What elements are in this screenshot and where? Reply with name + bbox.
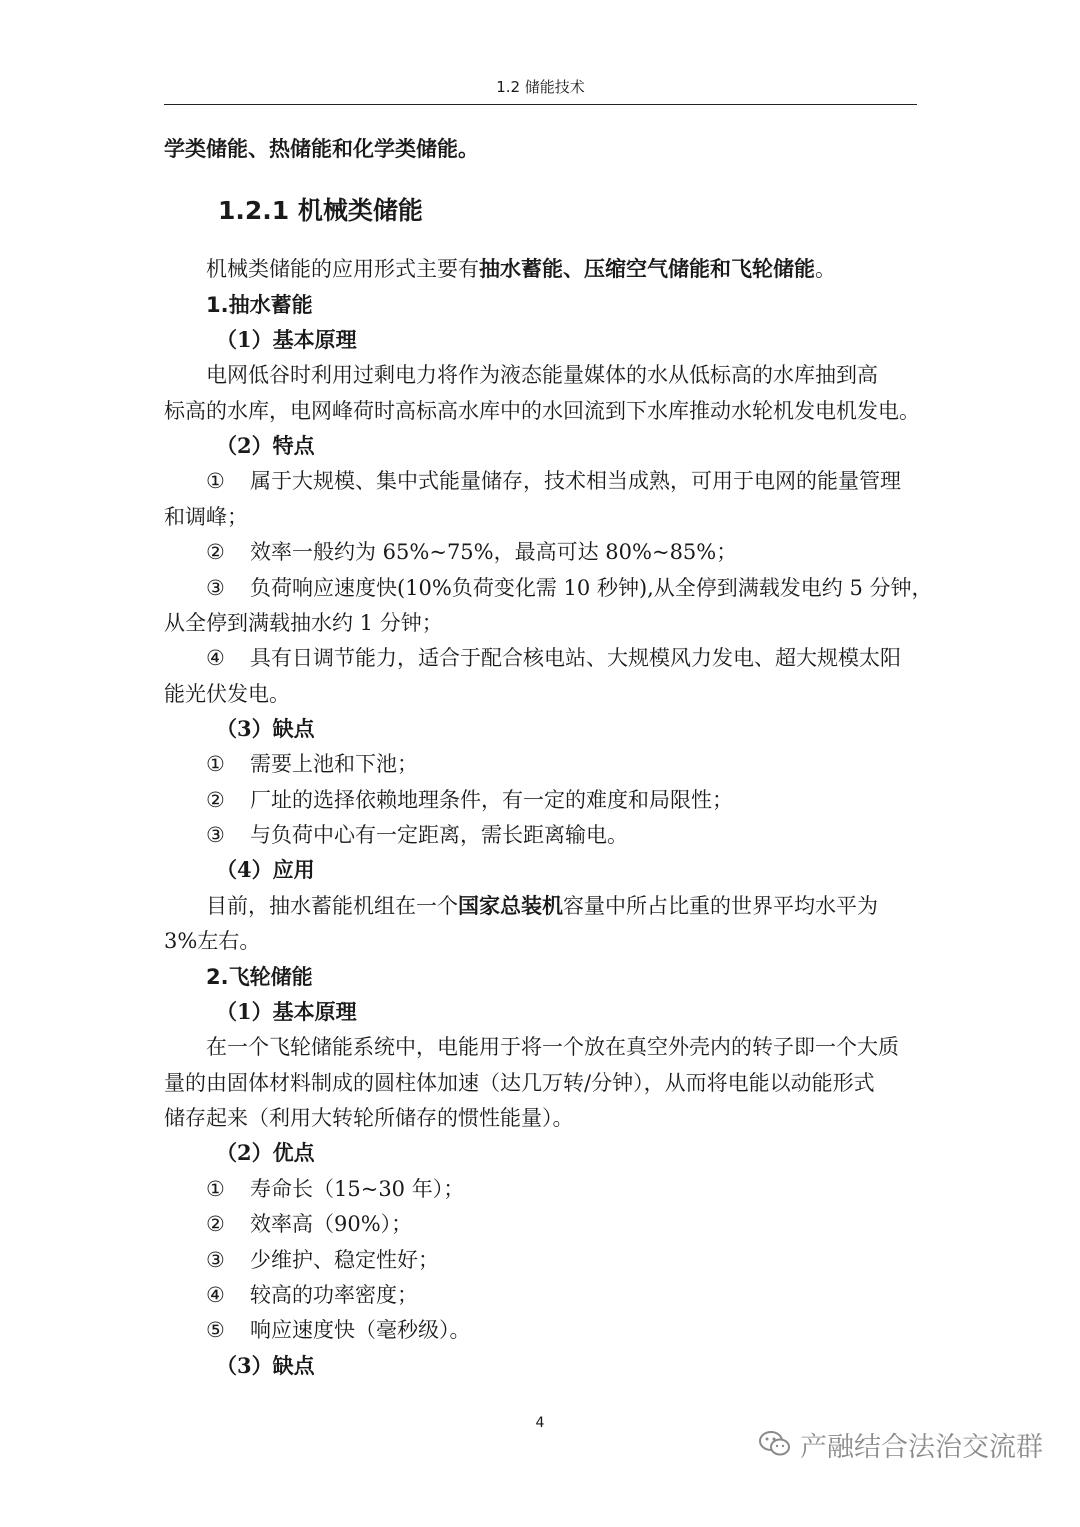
running-header: 1.2 储能技术: [496, 78, 585, 96]
subsection-title-pumped-storage: 1.抽水蓄能: [206, 293, 313, 317]
watermark-text: 产融结合法治交流群: [800, 1431, 1043, 1463]
item-heading: （3）缺点: [216, 1353, 315, 1378]
list-text: 效率高（90%）；: [250, 1212, 413, 1236]
watermark: [758, 1424, 1043, 1464]
item-heading: （1）基本原理: [216, 327, 357, 352]
list-item: [206, 785, 966, 815]
list-text: 少维护、稳定性好；: [250, 1248, 439, 1272]
bold-text-run: 国家总装机: [458, 893, 563, 918]
list-item: [206, 537, 966, 567]
paragraph-line: 学类储能、热储能和化学类储能。: [164, 136, 479, 161]
list-marker: ③: [206, 576, 225, 600]
item-heading: （1）基本原理: [216, 999, 357, 1024]
list-text: 效率一般约为 65%~75%，最高可达 80%~85%；: [250, 540, 738, 564]
list-text: 寿命长（15~30 年）；: [250, 1177, 465, 1201]
list-marker: ②: [206, 540, 225, 564]
list-item: [206, 1209, 966, 1239]
list-marker: ①: [206, 752, 225, 776]
paragraph-line: 储存起来（利用大转轮所储存的惯性能量）。: [164, 1106, 574, 1130]
paragraph-line: 从全停到满载抽水约 1 分钟；: [164, 611, 443, 635]
list-item: [206, 820, 966, 850]
item-heading: （3）缺点: [216, 716, 315, 741]
paragraph-line: [206, 891, 966, 921]
list-item: [206, 643, 966, 673]
list-marker: ③: [206, 1248, 225, 1272]
page-number: 4: [535, 1415, 545, 1431]
list-marker: ①: [206, 1177, 225, 1201]
list-marker: ①: [206, 469, 225, 493]
list-marker: ③: [206, 823, 225, 847]
header-rule: [164, 104, 917, 105]
subsection-title-flywheel: 2.飞轮储能: [206, 965, 313, 989]
list-text: 厂址的选择依赖地理条件，有一定的难度和局限性；: [250, 788, 733, 812]
paragraph-line: 和调峰；: [164, 505, 248, 529]
list-text: 响应速度快（毫秒级）。: [250, 1318, 471, 1342]
intro-paragraph: [206, 254, 966, 284]
paragraph-line: 电网低谷时利用过剩电力将作为液态能量媒体的水从低标高的水库抽到高: [206, 363, 878, 387]
list-item: [206, 1245, 966, 1275]
text-run: 容量中所占比重的世界平均水平为: [563, 894, 878, 918]
list-item: [206, 1174, 966, 1204]
list-marker: ②: [206, 788, 225, 812]
text-run: 目前，抽水蓄能机组在一个: [206, 894, 458, 918]
list-text: 具有日调节能力，适合于配合核电站、大规模风力发电、超大规模太阳: [250, 646, 901, 670]
wechat-icon: [758, 1429, 792, 1459]
list-text: 属于大规模、集中式能量储存，技术相当成熟，可用于电网的能量管理: [250, 469, 901, 493]
list-item: [206, 466, 966, 496]
list-item: [206, 573, 966, 603]
paragraph-line: 量的由固体材料制成的圆柱体加速（达几万转/分钟），从而将电能以动能形式: [164, 1071, 875, 1095]
list-item: [206, 1280, 966, 1310]
list-text: 需要上池和下池；: [250, 752, 418, 776]
item-heading: （2）特点: [216, 433, 315, 458]
list-marker: ⑤: [206, 1318, 225, 1342]
list-item: [206, 1315, 966, 1345]
intro-text: 机械类储能的应用形式主要有: [206, 257, 479, 281]
list-marker: ②: [206, 1212, 225, 1236]
list-text: 负荷响应速度快(10%负荷变化需 10 秒钟),从全停到满载发电约 5 分钟，: [250, 576, 933, 600]
paragraph-line: 标高的水库，电网峰荷时高标高水库中的水回流到下水库推动水轮机发电机发电。: [164, 399, 920, 423]
list-text: 较高的功率密度；: [250, 1283, 418, 1307]
paragraph-line: 3%左右。: [164, 929, 261, 953]
list-marker: ④: [206, 1283, 225, 1307]
list-marker: ④: [206, 646, 225, 670]
paragraph-line: 在一个飞轮储能系统中，电能用于将一个放在真空外壳内的转子即一个大质: [206, 1035, 899, 1059]
section-heading-1-2-1: 1.2.1 机械类储能: [218, 196, 423, 225]
item-heading: （4）应用: [216, 857, 315, 882]
paragraph-line: 能光伏发电。: [164, 682, 290, 706]
list-text: 与负荷中心有一定距离，需长距离输电。: [250, 823, 628, 847]
intro-end: 。: [815, 257, 836, 281]
item-heading: （2）优点: [216, 1140, 315, 1165]
intro-bold-text: 抽水蓄能、压缩空气储能和飞轮储能: [479, 256, 815, 281]
list-item: [206, 749, 966, 779]
